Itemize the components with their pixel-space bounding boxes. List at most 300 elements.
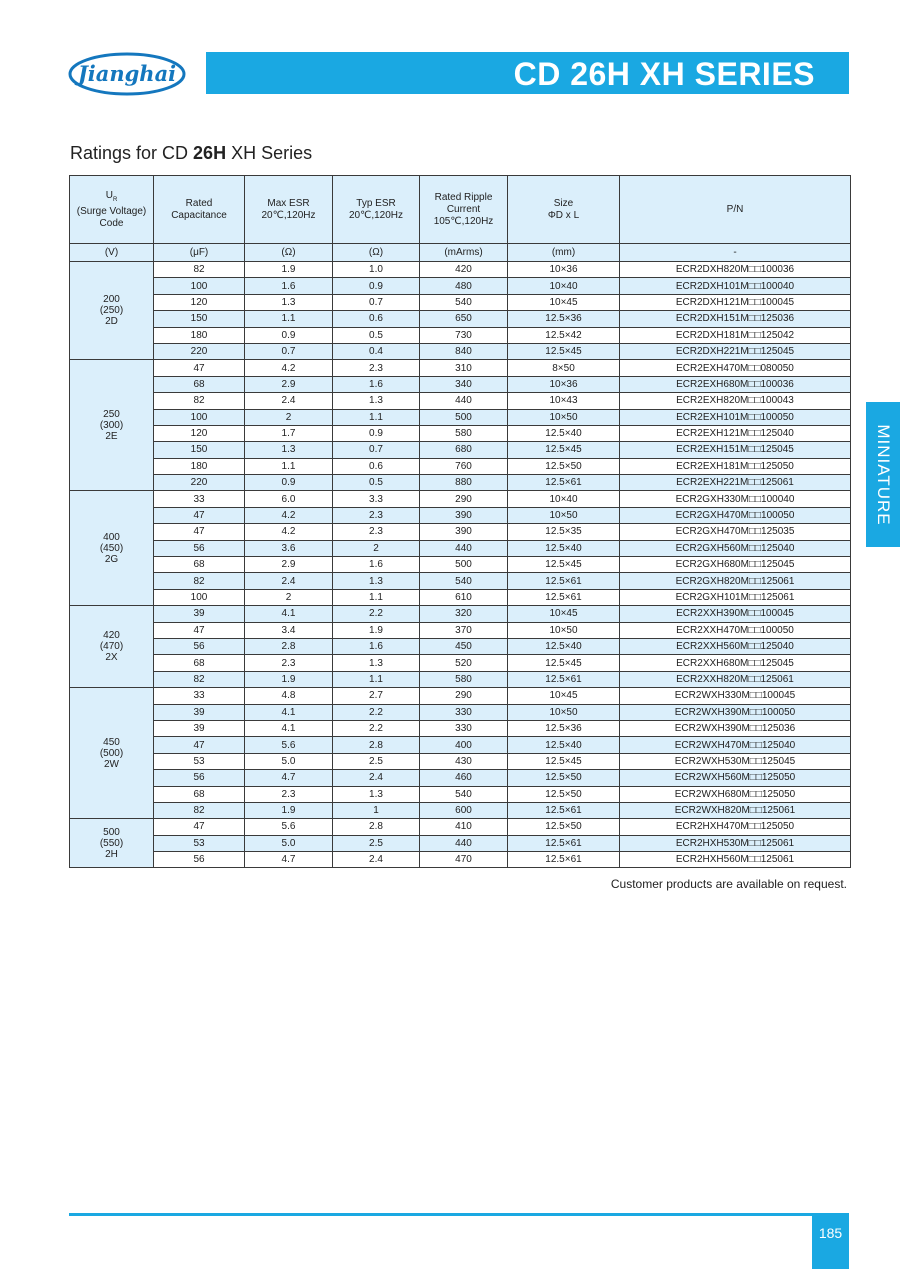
voltage-code-cell	[70, 688, 154, 819]
table-row	[70, 589, 851, 605]
capacitance-cell: 120	[154, 425, 245, 441]
ripple-current-cell: 680	[420, 442, 508, 458]
footnote: Customer products are available on request.	[610, 877, 847, 891]
ripple-current-cell: 580	[420, 671, 508, 687]
ripple-current-cell: 400	[420, 737, 508, 753]
table-row	[70, 376, 851, 392]
unit-cell: (Ω)	[245, 244, 333, 262]
typ-esr-cell: 2.8	[333, 819, 420, 835]
capacitance-cell: 47	[154, 507, 245, 523]
part-number-cell: ECR2GXH101M□□125061	[620, 589, 851, 605]
ripple-current-cell: 390	[420, 524, 508, 540]
size-cell: 12.5×50	[508, 770, 620, 786]
typ-esr-cell: 1.1	[333, 671, 420, 687]
capacitance-cell: 220	[154, 475, 245, 491]
voltage-code-line: 200	[103, 294, 120, 306]
part-number-cell: ECR2EXH221M□□125061	[620, 475, 851, 491]
typ-esr-cell: 2.8	[333, 737, 420, 753]
size-cell: 12.5×50	[508, 819, 620, 835]
size-cell: 12.5×61	[508, 475, 620, 491]
typ-esr-cell: 1.6	[333, 638, 420, 654]
part-number-cell: ECR2HXH470M□□125050	[620, 819, 851, 835]
size-cell: 12.5×40	[508, 540, 620, 556]
units-row	[70, 244, 851, 262]
table-row	[70, 622, 851, 638]
typ-esr-cell: 2.7	[333, 688, 420, 704]
typ-esr-cell: 2.2	[333, 720, 420, 736]
max-esr-cell: 1.9	[245, 262, 333, 278]
part-number-cell: ECR2WXH820M□□125061	[620, 802, 851, 818]
ripple-current-cell: 390	[420, 507, 508, 523]
part-number-cell: ECR2DXH820M□□100036	[620, 262, 851, 278]
typ-esr-cell: 1.6	[333, 557, 420, 573]
table-row	[70, 835, 851, 851]
capacitance-cell: 39	[154, 720, 245, 736]
capacitance-cell: 150	[154, 442, 245, 458]
typ-esr-cell: 1.3	[333, 786, 420, 802]
typ-esr-cell: 0.9	[333, 425, 420, 441]
capacitance-cell: 56	[154, 638, 245, 654]
size-cell: 10×40	[508, 491, 620, 507]
max-esr-cell: 1.7	[245, 425, 333, 441]
ripple-current-cell: 480	[420, 278, 508, 294]
part-number-cell: ECR2GXH470M□□100050	[620, 507, 851, 523]
table-row	[70, 704, 851, 720]
size-cell: 12.5×61	[508, 573, 620, 589]
part-number-cell: ECR2GXH680M□□125045	[620, 557, 851, 573]
typ-esr-cell: 1.9	[333, 622, 420, 638]
max-esr-cell: 1.6	[245, 278, 333, 294]
max-esr-cell: 2	[245, 589, 333, 605]
typ-esr-cell: 2.3	[333, 360, 420, 376]
ripple-current-cell: 880	[420, 475, 508, 491]
size-cell: 12.5×61	[508, 802, 620, 818]
size-cell: 12.5×45	[508, 655, 620, 671]
ripple-current-cell: 760	[420, 458, 508, 474]
voltage-code-line: (250)	[99, 305, 124, 317]
max-esr-cell: 1.1	[245, 311, 333, 327]
header-size: Size ΦD x L	[508, 176, 620, 244]
size-cell: 10×36	[508, 376, 620, 392]
max-esr-cell: 1.9	[245, 802, 333, 818]
max-esr-cell: 2.3	[245, 655, 333, 671]
ripple-current-cell: 410	[420, 819, 508, 835]
typ-esr-cell: 0.7	[333, 294, 420, 310]
capacitance-cell: 68	[154, 655, 245, 671]
size-cell: 12.5×45	[508, 557, 620, 573]
capacitance-cell: 100	[154, 589, 245, 605]
ripple-current-cell: 540	[420, 786, 508, 802]
max-esr-cell: 1.3	[245, 442, 333, 458]
header-ripple-current: Rated Ripple Current 105℃,120Hz	[420, 176, 508, 244]
size-cell: 10×40	[508, 278, 620, 294]
part-number-cell: ECR2GXH560M□□125040	[620, 540, 851, 556]
max-esr-cell: 6.0	[245, 491, 333, 507]
ripple-current-cell: 520	[420, 655, 508, 671]
table-row	[70, 720, 851, 736]
capacitance-cell: 47	[154, 737, 245, 753]
capacitance-cell: 39	[154, 606, 245, 622]
part-number-cell: ECR2HXH530M□□125061	[620, 835, 851, 851]
size-cell: 10×43	[508, 393, 620, 409]
ripple-current-cell: 540	[420, 573, 508, 589]
capacitance-cell: 180	[154, 458, 245, 474]
max-esr-cell: 1.3	[245, 294, 333, 310]
table-row	[70, 737, 851, 753]
ripple-current-cell: 580	[420, 425, 508, 441]
typ-esr-cell: 1.3	[333, 393, 420, 409]
part-number-cell: ECR2WXH330M□□100045	[620, 688, 851, 704]
part-number-cell: ECR2EXH101M□□100050	[620, 409, 851, 425]
table-row	[70, 573, 851, 589]
part-number-cell: ECR2WXH560M□□125050	[620, 770, 851, 786]
table-row	[70, 294, 851, 310]
side-tab-label: MINIATURE	[874, 423, 893, 526]
ripple-current-cell: 430	[420, 753, 508, 769]
typ-esr-cell: 2.4	[333, 770, 420, 786]
table-row	[70, 802, 851, 818]
table-row	[70, 458, 851, 474]
ripple-current-cell: 540	[420, 294, 508, 310]
voltage-code-line: (300)	[99, 419, 124, 431]
ripple-current-cell: 610	[420, 589, 508, 605]
ripple-current-cell: 440	[420, 540, 508, 556]
voltage-code-line: 2G	[104, 553, 119, 565]
part-number-cell: ECR2XXH390M□□100045	[620, 606, 851, 622]
max-esr-cell: 4.1	[245, 720, 333, 736]
capacitance-cell: 100	[154, 278, 245, 294]
typ-esr-cell: 3.3	[333, 491, 420, 507]
size-cell: 8×50	[508, 360, 620, 376]
table-row	[70, 475, 851, 491]
table-row	[70, 327, 851, 343]
capacitance-cell: 68	[154, 786, 245, 802]
typ-esr-cell: 1.6	[333, 376, 420, 392]
size-cell: 12.5×36	[508, 311, 620, 327]
part-number-cell: ECR2GXH330M□□100040	[620, 491, 851, 507]
max-esr-cell: 0.7	[245, 343, 333, 359]
capacitance-cell: 150	[154, 311, 245, 327]
max-esr-cell: 3.4	[245, 622, 333, 638]
max-esr-cell: 5.0	[245, 835, 333, 851]
unit-cell: (V)	[70, 244, 154, 262]
typ-esr-cell: 2.2	[333, 606, 420, 622]
ripple-current-cell: 330	[420, 720, 508, 736]
part-number-cell: ECR2EXH151M□□125045	[620, 442, 851, 458]
capacitance-cell: 82	[154, 573, 245, 589]
size-cell: 12.5×40	[508, 638, 620, 654]
header-part-number: P/N	[620, 176, 851, 244]
capacitance-cell: 56	[154, 540, 245, 556]
table-row	[70, 819, 851, 835]
max-esr-cell: 5.6	[245, 819, 333, 835]
unit-cell: -	[620, 244, 851, 262]
max-esr-cell: 2.3	[245, 786, 333, 802]
table-row	[70, 393, 851, 409]
part-number-cell: ECR2WXH470M□□125040	[620, 737, 851, 753]
size-cell: 10×50	[508, 409, 620, 425]
table-row	[70, 409, 851, 425]
size-cell: 10×45	[508, 606, 620, 622]
voltage-code-line: 450	[103, 736, 120, 748]
capacitance-cell: 53	[154, 835, 245, 851]
size-cell: 12.5×61	[508, 852, 620, 868]
capacitance-cell: 53	[154, 753, 245, 769]
size-cell: 10×45	[508, 688, 620, 704]
size-cell: 12.5×61	[508, 835, 620, 851]
voltage-code-line: 2W	[104, 758, 119, 770]
table-row	[70, 540, 851, 556]
capacitance-cell: 120	[154, 294, 245, 310]
part-number-cell: ECR2GXH470M□□125035	[620, 524, 851, 540]
max-esr-cell: 1.9	[245, 671, 333, 687]
series-title-bar	[206, 52, 849, 94]
part-number-cell: ECR2XXH470M□□100050	[620, 622, 851, 638]
size-cell: 12.5×50	[508, 458, 620, 474]
part-number-cell: ECR2WXH390M□□125036	[620, 720, 851, 736]
unit-cell: (μF)	[154, 244, 245, 262]
ripple-current-cell: 840	[420, 343, 508, 359]
footer-divider	[69, 1213, 849, 1216]
header-rated-capacitance: Rated Capacitance	[154, 176, 245, 244]
part-number-cell: ECR2HXH560M□□125061	[620, 852, 851, 868]
voltage-code-line: 2E	[105, 430, 118, 442]
voltage-code-line: 400	[103, 531, 120, 543]
capacitance-cell: 33	[154, 688, 245, 704]
table-row	[70, 278, 851, 294]
typ-esr-cell: 0.5	[333, 475, 420, 491]
part-number-cell: ECR2DXH181M□□125042	[620, 327, 851, 343]
part-number-cell: ECR2DXH121M□□100045	[620, 294, 851, 310]
capacitance-cell: 68	[154, 557, 245, 573]
ripple-current-cell: 340	[420, 376, 508, 392]
capacitance-cell: 82	[154, 802, 245, 818]
header-ur-code: $U_R$ (Surge Voltage) Code	[70, 176, 154, 244]
voltage-code-cell	[70, 606, 154, 688]
capacitance-cell: 68	[154, 376, 245, 392]
max-esr-cell: 2.4	[245, 393, 333, 409]
max-esr-cell: 2	[245, 409, 333, 425]
size-cell: 12.5×45	[508, 442, 620, 458]
ripple-current-cell: 470	[420, 852, 508, 868]
table-row	[70, 360, 851, 376]
max-esr-cell: 0.9	[245, 475, 333, 491]
size-cell: 12.5×35	[508, 524, 620, 540]
typ-esr-cell: 0.6	[333, 458, 420, 474]
ratings-title-bold: 26H	[193, 143, 227, 163]
size-cell: 12.5×61	[508, 589, 620, 605]
size-cell: 12.5×36	[508, 720, 620, 736]
part-number-cell: ECR2WXH390M□□100050	[620, 704, 851, 720]
typ-esr-cell: 0.9	[333, 278, 420, 294]
size-cell: 12.5×40	[508, 737, 620, 753]
table-row	[70, 425, 851, 441]
table-row	[70, 770, 851, 786]
voltage-code-line: 2D	[105, 316, 118, 328]
part-number-cell: ECR2EXH121M□□125040	[620, 425, 851, 441]
table-row	[70, 606, 851, 622]
typ-esr-cell: 2.5	[333, 753, 420, 769]
max-esr-cell: 2.9	[245, 376, 333, 392]
max-esr-cell: 1.1	[245, 458, 333, 474]
typ-esr-cell: 1	[333, 802, 420, 818]
ripple-current-cell: 460	[420, 770, 508, 786]
capacitance-cell: 56	[154, 770, 245, 786]
voltage-code-line: (470)	[99, 641, 124, 653]
size-cell: 10×36	[508, 262, 620, 278]
series-title: CD 26H XH SERIES	[513, 56, 815, 92]
size-cell: 10×45	[508, 294, 620, 310]
capacitance-cell: 82	[154, 393, 245, 409]
part-number-cell: ECR2EXH181M□□125050	[620, 458, 851, 474]
voltage-code-cell	[70, 262, 154, 360]
ripple-current-cell: 500	[420, 557, 508, 573]
voltage-code-line: (550)	[99, 837, 124, 849]
part-number-cell: ECR2DXH221M□□125045	[620, 343, 851, 359]
header-max-esr: Max ESR 20℃,120Hz	[245, 176, 333, 244]
capacitance-cell: 39	[154, 704, 245, 720]
max-esr-cell: 5.6	[245, 737, 333, 753]
ratings-title	[70, 143, 312, 164]
ripple-current-cell: 290	[420, 688, 508, 704]
max-esr-cell: 4.7	[245, 852, 333, 868]
typ-esr-cell: 2.5	[333, 835, 420, 851]
part-number-cell: ECR2WXH530M□□125045	[620, 753, 851, 769]
typ-esr-cell: 0.5	[333, 327, 420, 343]
capacitance-cell: 100	[154, 409, 245, 425]
side-tab	[866, 402, 900, 547]
part-number-cell: ECR2GXH820M□□125061	[620, 573, 851, 589]
table-row	[70, 491, 851, 507]
max-esr-cell: 4.1	[245, 704, 333, 720]
max-esr-cell: 2.9	[245, 557, 333, 573]
capacitance-cell: 82	[154, 671, 245, 687]
table-row	[70, 688, 851, 704]
size-cell: 12.5×45	[508, 753, 620, 769]
capacitance-cell: 47	[154, 524, 245, 540]
voltage-code-cell	[70, 491, 154, 606]
capacitance-cell: 47	[154, 819, 245, 835]
typ-esr-cell: 1.3	[333, 573, 420, 589]
voltage-code-line: 420	[103, 630, 120, 642]
capacitance-cell: 220	[154, 343, 245, 359]
part-number-cell: ECR2XXH820M□□125061	[620, 671, 851, 687]
table-row	[70, 852, 851, 868]
page-number: 185	[818, 1225, 843, 1241]
capacitance-cell: 82	[154, 262, 245, 278]
ripple-current-cell: 440	[420, 835, 508, 851]
part-number-cell: ECR2XXH680M□□125045	[620, 655, 851, 671]
size-cell: 12.5×40	[508, 425, 620, 441]
part-number-cell: ECR2WXH680M□□125050	[620, 786, 851, 802]
unit-cell: (mArms)	[420, 244, 508, 262]
ripple-current-cell: 420	[420, 262, 508, 278]
jianghai-logo	[67, 51, 187, 97]
size-cell: 10×50	[508, 622, 620, 638]
voltage-code-line: 250	[103, 408, 120, 420]
table-row	[70, 655, 851, 671]
voltage-code-line: (500)	[99, 747, 124, 759]
table-row	[70, 671, 851, 687]
max-esr-cell: 4.7	[245, 770, 333, 786]
typ-esr-cell: 0.6	[333, 311, 420, 327]
typ-esr-cell: 2.3	[333, 524, 420, 540]
capacitance-cell: 56	[154, 852, 245, 868]
part-number-cell: ECR2EXH470M□□080050	[620, 360, 851, 376]
size-cell: 12.5×61	[508, 671, 620, 687]
ripple-current-cell: 450	[420, 638, 508, 654]
table-row	[70, 507, 851, 523]
ripple-current-cell: 290	[420, 491, 508, 507]
ripple-current-cell: 730	[420, 327, 508, 343]
table-row	[70, 753, 851, 769]
voltage-code-cell	[70, 819, 154, 868]
typ-esr-cell: 1.1	[333, 409, 420, 425]
part-number-cell: ECR2EXH680M□□100036	[620, 376, 851, 392]
ripple-current-cell: 370	[420, 622, 508, 638]
unit-cell: (mm)	[508, 244, 620, 262]
typ-esr-cell: 2	[333, 540, 420, 556]
part-number-cell: ECR2DXH151M□□125036	[620, 311, 851, 327]
max-esr-cell: 4.2	[245, 507, 333, 523]
table-row	[70, 262, 851, 278]
voltage-code-cell	[70, 360, 154, 491]
page-number-box	[812, 1216, 849, 1269]
ripple-current-cell: 440	[420, 393, 508, 409]
voltage-code-line: 500	[103, 826, 120, 838]
part-number-cell: ECR2XXH560M□□125040	[620, 638, 851, 654]
ratings-table	[69, 175, 851, 868]
capacitance-cell: 47	[154, 360, 245, 376]
size-cell: 12.5×42	[508, 327, 620, 343]
unit-cell: (Ω)	[333, 244, 420, 262]
ratings-title-prefix: Ratings for CD	[70, 143, 194, 163]
max-esr-cell: 2.8	[245, 638, 333, 654]
ripple-current-cell: 310	[420, 360, 508, 376]
typ-esr-cell: 2.3	[333, 507, 420, 523]
typ-esr-cell: 1.3	[333, 655, 420, 671]
max-esr-cell: 4.2	[245, 360, 333, 376]
size-cell: 10×50	[508, 704, 620, 720]
ripple-current-cell: 320	[420, 606, 508, 622]
ripple-current-cell: 500	[420, 409, 508, 425]
typ-esr-cell: 2.4	[333, 852, 420, 868]
capacitance-cell: 47	[154, 622, 245, 638]
typ-esr-cell: 0.4	[333, 343, 420, 359]
ripple-current-cell: 600	[420, 802, 508, 818]
size-cell: 12.5×45	[508, 343, 620, 359]
typ-esr-cell: 0.7	[333, 442, 420, 458]
part-number-cell: ECR2DXH101M□□100040	[620, 278, 851, 294]
typ-esr-cell: 1.1	[333, 589, 420, 605]
max-esr-cell: 0.9	[245, 327, 333, 343]
max-esr-cell: 4.8	[245, 688, 333, 704]
ripple-current-cell: 650	[420, 311, 508, 327]
typ-esr-cell: 2.2	[333, 704, 420, 720]
typ-esr-cell: 1.0	[333, 262, 420, 278]
table-row	[70, 557, 851, 573]
voltage-code-line: (450)	[99, 542, 124, 554]
max-esr-cell: 4.1	[245, 606, 333, 622]
max-esr-cell: 2.4	[245, 573, 333, 589]
size-cell: 12.5×50	[508, 786, 620, 802]
part-number-cell: ECR2EXH820M□□100043	[620, 393, 851, 409]
size-cell: 10×50	[508, 507, 620, 523]
ratings-table-body	[70, 262, 851, 868]
max-esr-cell: 5.0	[245, 753, 333, 769]
ratings-title-suffix: XH Series	[226, 143, 313, 163]
table-header-row	[70, 176, 851, 244]
